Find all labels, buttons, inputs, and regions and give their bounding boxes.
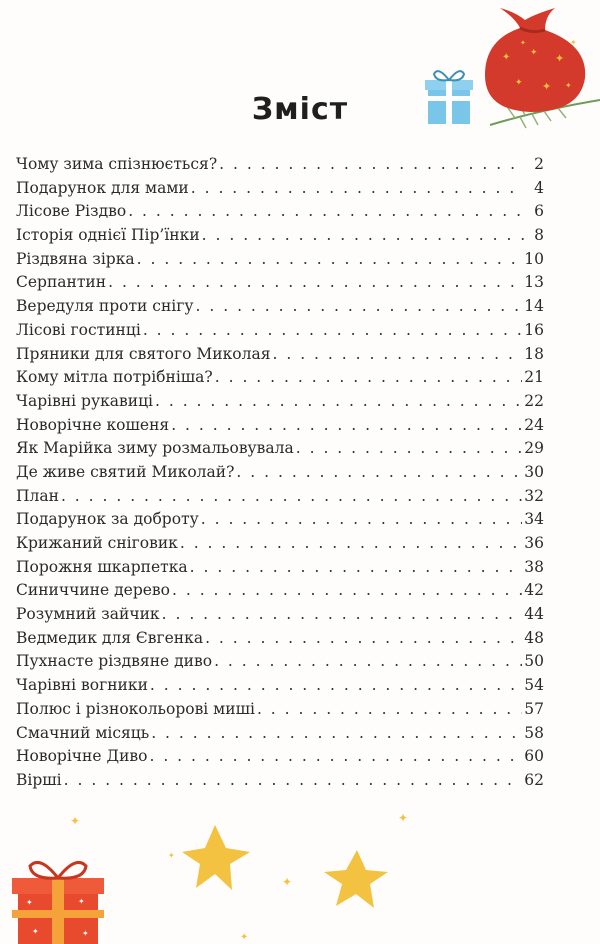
svg-text:✦: ✦ — [520, 39, 526, 47]
toc-entry-page: 22 — [524, 391, 544, 410]
toc-leader-dots — [162, 603, 523, 627]
toc-entry[interactable] — [16, 437, 544, 461]
toc-entry[interactable] — [16, 271, 544, 295]
toc-entry[interactable] — [16, 532, 544, 556]
toc-leader-dots — [191, 177, 524, 201]
toc-entry[interactable] — [16, 177, 544, 201]
toc-leader-dots — [219, 153, 524, 177]
toc-entry-title: Лісове Різдво — [16, 202, 127, 221]
svg-text:✦: ✦ — [530, 48, 538, 58]
toc-entry-title: Синиччине дерево — [16, 581, 170, 600]
toc-leader-dots — [190, 556, 523, 580]
toc-leader-dots — [143, 319, 522, 343]
toc-entry-title: Порожня шкарпетка — [16, 557, 188, 576]
toc-entry-title: Розумний зайчик — [16, 605, 160, 624]
toc-entry-page: 58 — [524, 723, 544, 742]
toc-entry[interactable] — [16, 508, 544, 532]
toc-entry[interactable] — [16, 556, 544, 580]
toc-leader-dots — [172, 579, 522, 603]
toc-leader-dots — [180, 532, 522, 556]
toc-entry[interactable] — [16, 153, 544, 177]
star-icon — [324, 850, 388, 908]
svg-text:✦: ✦ — [565, 81, 572, 90]
toc-leader-dots — [108, 271, 522, 295]
toc-leader-dots — [296, 437, 523, 461]
toc-entry-title: Подарунок для мами — [16, 178, 189, 197]
toc-entry-title: Вірші — [16, 770, 62, 789]
toc-entry-page: 44 — [524, 605, 544, 624]
toc-entry-title: Пряники для святого Миколая — [16, 344, 271, 363]
gift-box-icon — [12, 862, 104, 944]
toc-entry[interactable] — [16, 200, 544, 224]
toc-entry-page: 18 — [524, 344, 544, 363]
toc-entry[interactable] — [16, 461, 544, 485]
toc-entry-page: 6 — [534, 202, 544, 221]
toc-entry-page: 8 — [534, 226, 544, 245]
toc-entry-title: Новорічне Диво — [16, 747, 148, 766]
toc-entry-title: Смачний місяць — [16, 723, 150, 742]
toc-entry-title: Історія однієї Пір’їнки — [16, 226, 200, 245]
toc-entry[interactable] — [16, 295, 544, 319]
toc-entry-title: Вередуля проти снігу — [16, 297, 194, 316]
toc-entry-page: 13 — [524, 273, 544, 292]
toc-entry[interactable] — [16, 248, 544, 272]
toc-entry-page: 4 — [534, 178, 544, 197]
toc-leader-dots — [202, 224, 524, 248]
toc-entry-title: Подарунок за доброту — [16, 510, 199, 529]
toc-entry[interactable] — [16, 745, 544, 769]
toc-entry-page: 34 — [524, 510, 544, 529]
toc-entry[interactable] — [16, 627, 544, 651]
toc-entry-page: 32 — [524, 486, 544, 505]
toc-entry[interactable] — [16, 414, 544, 438]
toc-entry-page: 57 — [524, 699, 544, 718]
toc-leader-dots — [272, 343, 522, 367]
svg-text:✦: ✦ — [32, 927, 39, 936]
toc-leader-dots — [61, 485, 522, 509]
svg-text:✦: ✦ — [82, 929, 89, 938]
toc-entry-title: Як Марійка зиму розмальовувала — [16, 439, 294, 458]
toc-leader-dots — [128, 200, 524, 224]
toc-entry-title: План — [16, 486, 59, 505]
svg-text:✦: ✦ — [26, 898, 33, 907]
toc-entry[interactable] — [16, 579, 544, 603]
toc-leader-dots — [151, 722, 522, 746]
toc-leader-dots — [205, 627, 522, 651]
toc-leader-dots — [201, 508, 523, 532]
toc-entry-title: Полюс і різнокольорові миші — [16, 699, 255, 718]
toc-entry-page: 16 — [524, 320, 544, 339]
toc-entry[interactable] — [16, 722, 544, 746]
toc-entry-title: Де живе святий Миколай? — [16, 462, 235, 481]
toc-entry[interactable] — [16, 485, 544, 509]
table-of-contents — [16, 153, 544, 793]
toc-entry-page: 54 — [524, 676, 544, 695]
svg-text:✦: ✦ — [542, 80, 552, 93]
toc-entry-page: 36 — [524, 534, 544, 552]
toc-entry-title: Крижаний сніговик — [16, 534, 178, 552]
toc-leader-dots — [171, 414, 522, 438]
toc-entry-title: Лісові гостинці — [16, 320, 141, 339]
toc-entry-page: 10 — [524, 249, 544, 268]
toc-entry[interactable] — [16, 769, 544, 793]
toc-leader-dots — [215, 366, 523, 390]
toc-entry[interactable] — [16, 224, 544, 248]
toc-entry-page: 29 — [524, 439, 544, 458]
toc-entry-page: 42 — [524, 581, 544, 600]
toc-leader-dots — [155, 390, 522, 414]
toc-entry-title: Чарівні рукавиці — [16, 391, 153, 410]
sparkle-icon: ✦ — [282, 875, 293, 889]
toc-entry-page: 62 — [524, 770, 544, 789]
toc-entry-page: 38 — [524, 557, 544, 576]
toc-entry-title: Чому зима спізнюється? — [16, 155, 218, 173]
toc-leader-dots — [236, 461, 522, 485]
toc-entry[interactable] — [16, 366, 544, 390]
toc-leader-dots — [137, 248, 523, 272]
toc-entry[interactable] — [16, 650, 544, 674]
toc-entry-title: Кому мітла потрібніша? — [16, 368, 213, 387]
toc-leader-dots — [214, 650, 522, 674]
toc-leader-dots — [257, 698, 522, 722]
toc-entry-page: 30 — [524, 462, 544, 481]
toc-entry[interactable] — [16, 674, 544, 698]
toc-entry[interactable] — [16, 390, 544, 414]
sparkle-icon: ✦ — [240, 932, 249, 943]
toc-entry[interactable] — [16, 698, 544, 722]
toc-entry-title: Чарівні вогники — [16, 676, 148, 695]
toc-leader-dots — [64, 769, 523, 793]
toc-entry-title: Різдвяна зірка — [16, 249, 135, 268]
toc-entry-page: 60 — [524, 747, 544, 766]
toc-entry[interactable] — [16, 319, 544, 343]
svg-text:✦: ✦ — [78, 897, 85, 906]
toc-entry-page: 14 — [524, 297, 544, 316]
toc-entry-page: 50 — [524, 652, 544, 671]
bottom-decoration — [0, 800, 600, 944]
sparkle-icon: ✦ — [70, 814, 81, 828]
svg-text:✦: ✦ — [502, 52, 511, 63]
toc-entry-page: 21 — [524, 368, 544, 387]
toc-entry-page: 2 — [534, 155, 544, 173]
svg-text:✦: ✦ — [570, 38, 577, 47]
toc-leader-dots — [196, 295, 523, 319]
page-title: Зміст — [251, 92, 349, 127]
toc-entry-title: Серпантин — [16, 273, 107, 292]
toc-entry-title: Ведмедик для Євгенка — [16, 628, 204, 647]
toc-entry-title: Новорічне кошеня — [16, 415, 170, 434]
toc-entry[interactable] — [16, 343, 544, 367]
toc-entry-page: 48 — [524, 628, 544, 647]
svg-text:✦: ✦ — [555, 52, 565, 65]
svg-text:✦: ✦ — [515, 78, 523, 88]
sparkle-icon: ✦ — [168, 851, 175, 860]
toc-entry[interactable] — [16, 603, 544, 627]
sparkle-icon: ✦ — [398, 811, 409, 825]
star-icon — [182, 825, 250, 890]
toc-entry-title: Пухнасте різдвяне диво — [16, 652, 213, 671]
toc-leader-dots — [150, 674, 522, 698]
toc-leader-dots — [149, 745, 522, 769]
toc-entry-page: 24 — [524, 415, 544, 434]
